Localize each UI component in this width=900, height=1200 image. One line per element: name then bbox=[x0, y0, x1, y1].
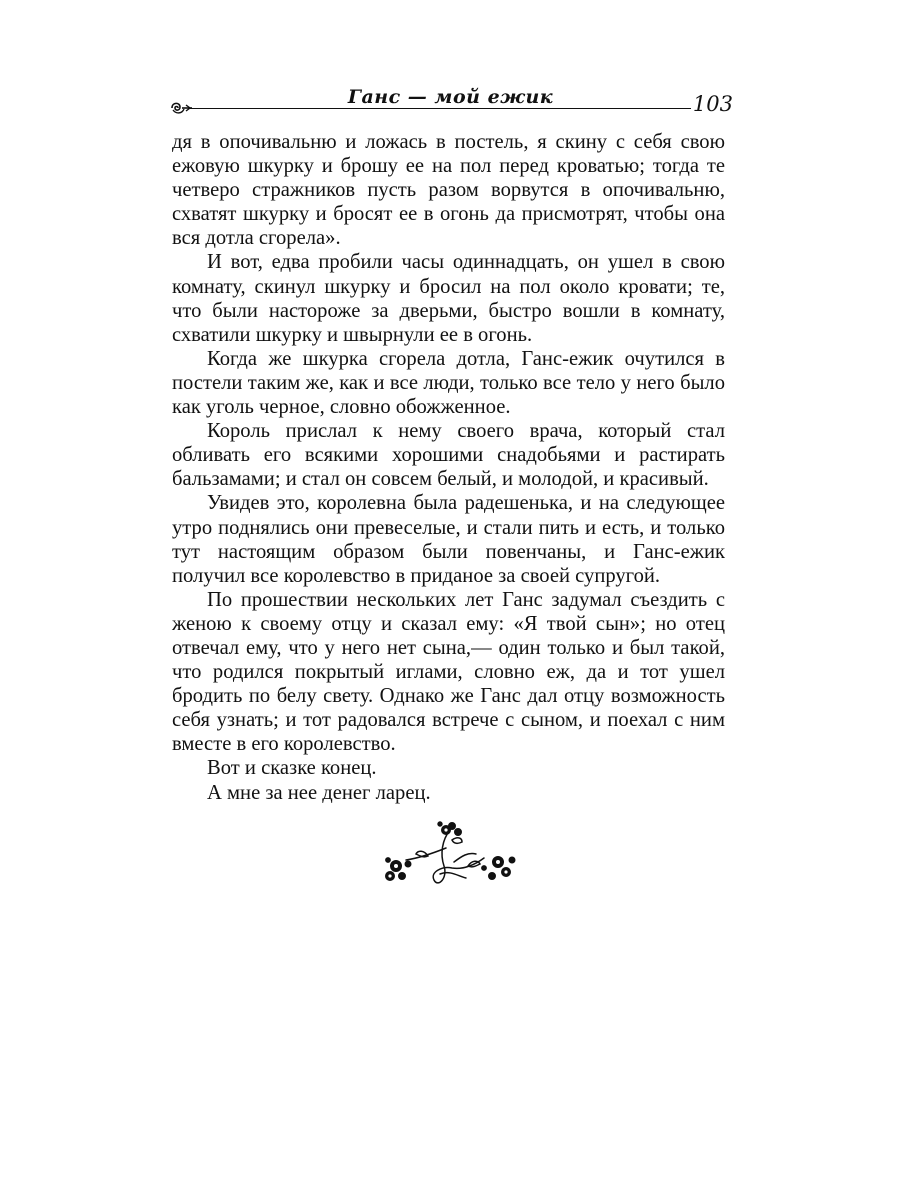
paragraph: И вот, едва пробили часы одиннадцать, он ушел в свою комнату, скинул шкурку и бросил на пол около кровати; те, что были настороже за дверьми, быстро вошли в комнату, схватили шкурку и швырнули ее в огонь. bbox=[172, 251, 725, 346]
running-header bbox=[168, 84, 733, 124]
paragraph: Увидев это, королевна была радешенька, и на следующее утро поднялись они превеселые, и стали пить и есть, и только тут настоящим образом были повенчаны, и Ганс-ежик получил все королевство в приданое за своей супругой. bbox=[172, 492, 725, 587]
paragraph: Когда же шкурка сгорела дотла, Ганс-ежик очутился в постели таким же, как и все люди, только все тело у него было как уголь черное, словно обожженное. bbox=[172, 347, 725, 419]
paragraph: Вот и сказке конец. bbox=[207, 757, 377, 780]
header-rule bbox=[188, 108, 691, 109]
floral-ornament-icon bbox=[380, 818, 522, 894]
page-number: 103 bbox=[692, 92, 733, 116]
running-title: Ганс — мой ежик bbox=[347, 86, 554, 108]
body-text bbox=[172, 130, 725, 805]
paragraph: Король прислал к нему своего врача, который стал обливать его всякими хорошими снадобьями и растирать бальзамами; и стал он совсем белый, и молодой, и красивый. bbox=[172, 420, 725, 491]
paragraph: По прошествии нескольких лет Ганс задумал съездить с женою к своему отцу и сказал ему: «Я твой сын»; но отец отвечал ему, что у него нет сына,— один только и был такой, что родился покрытый иглами, словно еж, да и тот ушел бродить по белу свету. Однако же Ганс дал отцу возможность себя узнать; и тот радовался встрече с сыном, и поехал с ним вместе в его королевство. bbox=[172, 588, 725, 756]
paragraph: А мне за нее денег ларец. bbox=[207, 781, 431, 804]
paragraph: дя в опочивальню и ложась в постель, я скину с себя свою ежовую шкурку и брошу ее на пол перед кроватью; тогда те четверо стражников пусть разом ворвутся в опочивальню, схватят шкурку и бросят ее в огонь да присмотрят, чтобы она вся дотла сгорела». bbox=[172, 131, 725, 250]
